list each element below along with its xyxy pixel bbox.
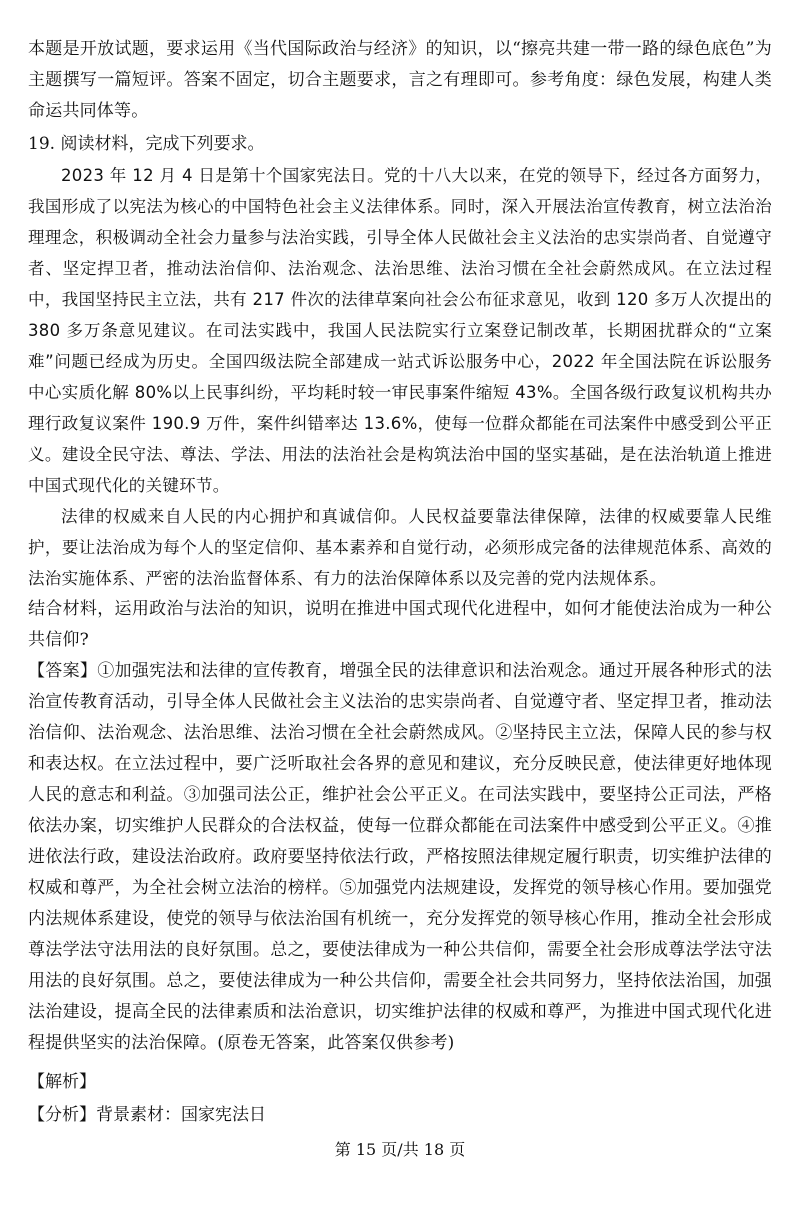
intro-note: 本题是开放试题，要求运用《当代国际政治与经济》的知识，以“擦亮共建一带一路的绿色底色”为主题撰写一篇短评。答案不固定，切合主题要求，言之有理即可。参考角度：绿色发展，构建人类命运共同体等。 xyxy=(28,39,772,121)
question-prompt: 结合材料，运用政治与法治的知识，说明在推进中国式现代化进程中，如何才能使法治成为一种公共信仰? xyxy=(28,599,772,650)
question-header: 19. 阅读材料，完成下列要求。 xyxy=(28,134,265,154)
material-paragraph-2: 法律的权威来自人民的内心拥护和真诚信仰。人民权益要靠法律保障，法律的权威要靠人民维护，要让法治成为每个人的坚定信仰、基本素养和自觉行动，必须形成完备的法律规范体系、高效的法治实施体系、严密的法治监督体系、有力的法治保障体系以及完善的党内法规体系。 xyxy=(28,507,772,588)
analysis-sub-label: 【分析】 xyxy=(28,1105,96,1125)
analysis-sub xyxy=(28,1100,772,1131)
analysis-label: 【解析】 xyxy=(28,1072,96,1092)
answer-text: ①加强宪法和法律的宣传教育，增强全民的法律意识和法治观念。通过开展各种形式的法治宣传教育活动，引导全体人民做社会主义法治的忠实崇尚者、自觉遵守者、坚定捍卫者，推动法治信仰、法治观念、法治思维、法治习惯在全社会蔚然成风。②坚持民主立法，保障人民的参与权和表达权。在立法过程中，要广泛听取社会各界的意见和建议，充分反映民意，使法律更好地体现人民的意志和利益。③加强司法公正，维护社会公平正义。在司法实践中，要坚持公正司法，严格依法办案，切实维护人民群众的合法权益，使每一位群众都能在司法案件中感受到公平正义。④推进依法行政，建设法治政府。政府要坚持依法行政，严格按照法律规定履行职责，切实维护法律的权威和尊严，为全社会树立法治的榜样。⑤加强党内法规建设，发挥党的领导核心作用。要加强党内法规体系建设，使党的领导与依法治国有机统一，充分发挥党的领导核心作用，推动全社会形成尊法学法守法用法的良好氛围。总之，要使法律成为一种公共信仰，需要全社会形成尊法学法守法用法的良好氛围。总之，要使法律成为一种公共信仰，需要全社会共同努力，坚持依法治国，加强法治建设，提高全民的法律素质和法治意识，切实维护法律的权威和尊严，为推进中国式现代化进程提供坚实的法治保障。(原卷无答案，此答案仅供参考) xyxy=(28,661,772,1053)
analysis-sub-text: 背景素材：国家宪法日 xyxy=(96,1105,266,1125)
answer-block xyxy=(28,656,772,1059)
answer-label: 【答案】 xyxy=(28,661,98,681)
material-paragraph-1: 2023 年 12 月 4 日是第十个国家宪法日。党的十八大以来，在党的领导下，经过各方面努力，我国形成了以宪法为核心的中国特色社会主义法律体系。同时，深入开展法治宣传教育，树立法治治理理念，积极调动全社会力量参与法治实践，引导全体人民做社会主义法治的忠实崇尚者、自觉遵守者、坚定捍卫者，推动法治信仰、法治观念、法治思维、法治习惯在全社会蔚然成风。在立法过程中，我国坚持民主立法，共有 217 件次的法律草案向社会公布征求意见，收到 120 多万人次提出的 380 多万条意见建议。在司法实践中，我国人民法院实行立案登记制改革，长期困扰群众的“立案难”问题已经成为历史。全国四级法院全部建成一站式诉讼服务中心，2022 年全国法院在诉讼服务中心实质化解 80%以上民事纠纷，平均耗时较一审民事案件缩短 43%。全国各级行政复议机构共办理行政复议案件 190.9 万件，案件纠错率达 13.6%，使每一位群众都能在司法案件中感受到公平正义。建设全民守法、尊法、学法、用法的法治社会是构筑法治中国的坚实基础，是在法治轨道上推进中国式现代化的关键环节。 xyxy=(28,166,772,495)
page-number: 第 15 页/共 18 页 xyxy=(334,1140,466,1159)
